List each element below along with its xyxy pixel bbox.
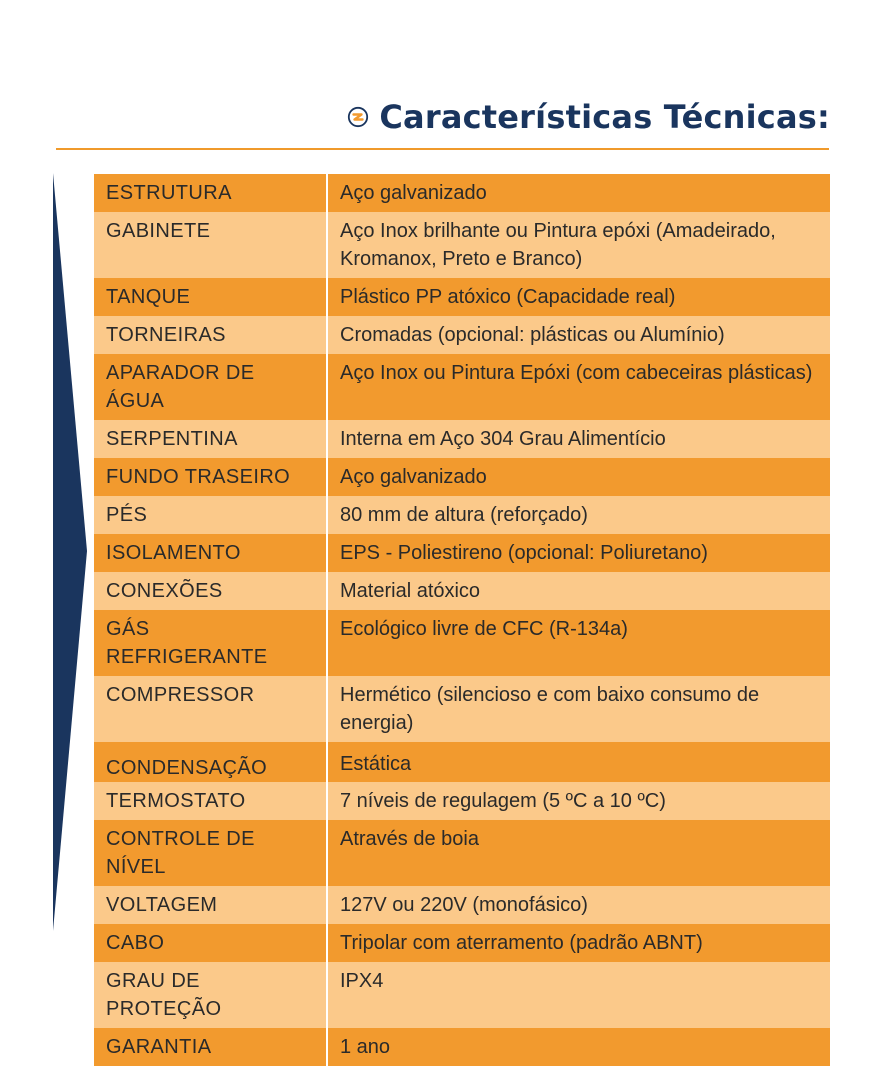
spec-name: ISOLAMENTO <box>94 534 327 572</box>
spec-name: CONDENSAÇÃO <box>94 742 327 782</box>
page-header <box>347 98 830 136</box>
spec-value: 80 mm de altura (reforçado) <box>327 496 830 534</box>
spec-row-conexoes <box>94 572 830 610</box>
spec-name: SERPENTINA <box>94 420 327 458</box>
spec-value-line-1: Aço Inox brilhante ou Pintura epóxi (Amadeirado, <box>340 220 776 242</box>
spec-name: GARANTIA <box>94 1028 327 1066</box>
spec-value-line-2: Kromanox, Preto e Branco) <box>340 248 583 270</box>
spec-row-pes <box>94 496 830 534</box>
spec-value: Estática <box>327 742 830 782</box>
spec-row-grau-protecao <box>94 962 830 1028</box>
specs-table <box>94 174 830 1066</box>
spec-row-serpentina <box>94 420 830 458</box>
spec-name: TANQUE <box>94 278 327 316</box>
spec-value: Através de boia <box>327 820 830 886</box>
spec-name: APARADOR DE ÁGUA <box>94 354 327 420</box>
spec-name: TORNEIRAS <box>94 316 327 354</box>
spec-name: GRAU DE PROTEÇÃO <box>94 962 327 1028</box>
spec-row-voltagem <box>94 886 830 924</box>
spec-value <box>327 212 830 278</box>
spec-name: ESTRUTURA <box>94 174 327 212</box>
brand-logo-icon <box>347 106 369 128</box>
spec-row-isolamento <box>94 534 830 572</box>
spec-value: IPX4 <box>327 962 830 1028</box>
spec-row-termostato <box>94 782 830 820</box>
side-wedge-decoration <box>53 173 87 931</box>
spec-value: Cromadas (opcional: plásticas ou Alumínio) <box>327 316 830 354</box>
spec-row-gas-refrigerante <box>94 610 830 676</box>
spec-row-tanque <box>94 278 830 316</box>
title-divider <box>56 148 829 150</box>
spec-row-gabinete <box>94 212 830 278</box>
spec-name: TERMOSTATO <box>94 782 327 820</box>
spec-value: Plástico PP atóxico (Capacidade real) <box>327 278 830 316</box>
spec-name: GÁS REFRIGERANTE <box>94 610 327 676</box>
spec-row-estrutura <box>94 174 830 212</box>
spec-value: Aço Inox ou Pintura Epóxi (com cabeceiras plásticas) <box>327 354 830 420</box>
spec-value: Material atóxico <box>327 572 830 610</box>
spec-row-cabo <box>94 924 830 962</box>
spec-row-controle-nivel <box>94 820 830 886</box>
spec-value: 7 níveis de regulagem (5 ºC a 10 ºC) <box>327 782 830 820</box>
spec-name: CONTROLE DE NÍVEL <box>94 820 327 886</box>
spec-row-fundo-traseiro <box>94 458 830 496</box>
spec-name: CONEXÕES <box>94 572 327 610</box>
spec-value: 127V ou 220V (monofásico) <box>327 886 830 924</box>
spec-value: Ecológico livre de CFC (R-134a) <box>327 610 830 676</box>
spec-value: 1 ano <box>327 1028 830 1066</box>
spec-name: VOLTAGEM <box>94 886 327 924</box>
spec-value: Aço galvanizado <box>327 458 830 496</box>
spec-name: GABINETE <box>94 212 327 278</box>
spec-row-torneiras <box>94 316 830 354</box>
spec-value: Tripolar com aterramento (padrão ABNT) <box>327 924 830 962</box>
spec-row-aparador <box>94 354 830 420</box>
spec-name: COMPRESSOR <box>94 676 327 742</box>
spec-row-garantia <box>94 1028 830 1066</box>
spec-value: Hermético (silencioso e com baixo consumo de energia) <box>327 676 830 742</box>
spec-value: EPS - Poliestireno (opcional: Poliuretano) <box>327 534 830 572</box>
spec-value: Aço galvanizado <box>327 174 830 212</box>
spec-row-condensacao <box>94 742 830 782</box>
spec-row-compressor <box>94 676 830 742</box>
spec-name: PÉS <box>94 496 327 534</box>
page-title: Características Técnicas: <box>379 98 830 136</box>
spec-name: FUNDO TRASEIRO <box>94 458 327 496</box>
spec-value: Interna em Aço 304 Grau Alimentício <box>327 420 830 458</box>
spec-name: CABO <box>94 924 327 962</box>
